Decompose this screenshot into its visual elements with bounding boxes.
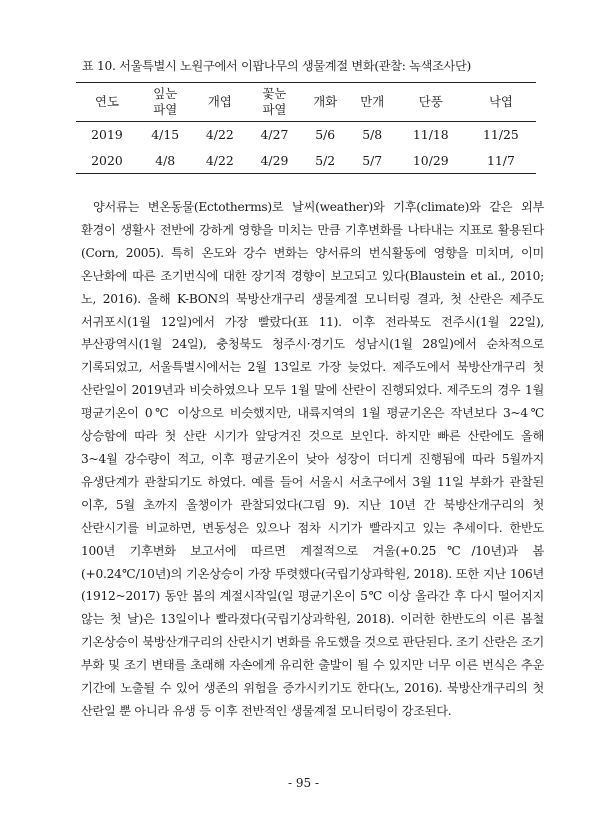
page-number: - 95 - — [287, 776, 319, 790]
phenology-table — [76, 82, 536, 174]
table-cell: 4/29 — [260, 152, 289, 168]
table-cell: 4/22 — [205, 127, 234, 143]
header-leaf-unfolding: 개엽 — [207, 94, 232, 109]
table-cell: 5/6 — [315, 127, 336, 143]
table-cell: 4/15 — [151, 127, 180, 143]
header-full-bloom: 만개 — [360, 94, 385, 109]
table-cell: 11/25 — [483, 127, 519, 143]
header-flowering: 개화 — [313, 94, 338, 109]
header-leaf-fall: 낙엽 — [488, 94, 513, 109]
header-leaf-bud-burst: 잎눈 파열 — [153, 86, 178, 117]
header-flower-bud-burst: 꽃눈 파열 — [262, 86, 287, 117]
table-row — [76, 148, 536, 174]
table-cell: 4/27 — [260, 127, 289, 143]
table-cell: 11/18 — [412, 127, 449, 143]
table-header-row — [76, 83, 536, 122]
table-cell: 2020 — [91, 152, 123, 168]
table-cell: 2019 — [91, 127, 123, 143]
table-cell: 4/22 — [205, 152, 234, 168]
table-cell: 5/7 — [362, 152, 383, 168]
table-cell: 11/7 — [487, 152, 515, 168]
body-paragraph: 양서류는 변온동물(Ectotherms)로 날씨(weather)와 기후(climate)와 같은 외부 환경이 생활사 전반에 강하게 영향을 미치는 만큼 기후변화를 나타내는 지표로 활용된다(Corn, 2005). 특히 온도와 강수 변화는 양서류의 번식활동에 영향을 미치며, 이미 온난화에 따른 조기번식에 대한 장기적 경향이 보고되고 있다(Blaustein et al., 2010; 노, 2016). 올해 K-BON의 북방산개구리 생물계절 모니터링 결과, 첫 산란은 제주도 서귀포시(1월 12일)에서 가장 빨랐다(표 11). 이후 전라북도 전주시(1월 22일), 부산광역시(1월 24일), 충청북도 청주시·경기도 성남시(1월 28일)에서 순차적으로 기록되었고, 서울특별시에서는 2월 13일로 가장 늦었다. 제주도에서 북방산개구리 첫 산란일이 2019년과 비슷하였으나 모두 1월 말에 산란이 진행되었다. 제주도의 경우 1월 평균기온이 0℃ 이상으로 비슷했지만, 내륙지역의 1월 평균기온은 작년보다 3~4℃ 상승함에 따라 첫 산란 시기가 앞당겨진 것으로 보인다. 하지만 빠른 산란에도 올해 3~4월 강수량이 적고, 이후 평균기온이 낮아 성장이 더디게 진행됨에 따라 5월까지 유생단계가 관찰되기도 하였다. 예를 들어 서울시 서초구에서 3월 11일 부화가 관찰된 이후, 5월 초까지 올챙이가 관찰되었다(그림 9). 지난 10년 간 북방산개구리의 첫 산란시기를 비교하면, 변동성은 있으나 점차 시기가 빨라지고 있는 추세이다. 한반도 100년 기후변화 보고서에 따르면 계절적으로 겨울(+0.25℃/10년)과 봄(+0.24℃/10년)의 기온상승이 가장 뚜렷했다(국립기상과학원, 2018). 또한 지난 106년(1912~2017) 동안 봄의 계절시작일(일 평균기온이 5℃ 이상 올라간 후 다시 떨어지지 않는 첫 날)은 13일이나 빨라졌다(국립기상과학원, 2018). 이러한 한반도의 이른 봄철 기온상승이 북방산개구리의 산란시기 변화를 유도했을 것으로 판단된다. 조기 산란은 조기 부화 및 조기 변태를 초래해 자손에게 유리한 출발이 될 수 있지만 너무 이른 번식은 추운 기간에 노출될 수 있어 생존의 위험을 증가시키기도 한다(노, 2016). 북방산개구리의 첫 산란일 뿐 아니라 유생 등 이후 전반적인 생물계절 모니터링이 강조된다. — [81, 200, 544, 718]
table-cell: 5/8 — [362, 127, 383, 143]
table-cell: 4/8 — [155, 152, 176, 168]
table-cell: 10/29 — [412, 152, 449, 168]
table-cell: 5/2 — [315, 152, 336, 168]
table-caption: 표 10. 서울특별시 노원구에서 이팝나무의 생물계절 변화(관찰: 녹색조사단) — [82, 59, 471, 73]
header-year: 연도 — [94, 94, 119, 109]
header-autumn-color: 단풍 — [418, 94, 443, 109]
table-row — [76, 122, 536, 148]
